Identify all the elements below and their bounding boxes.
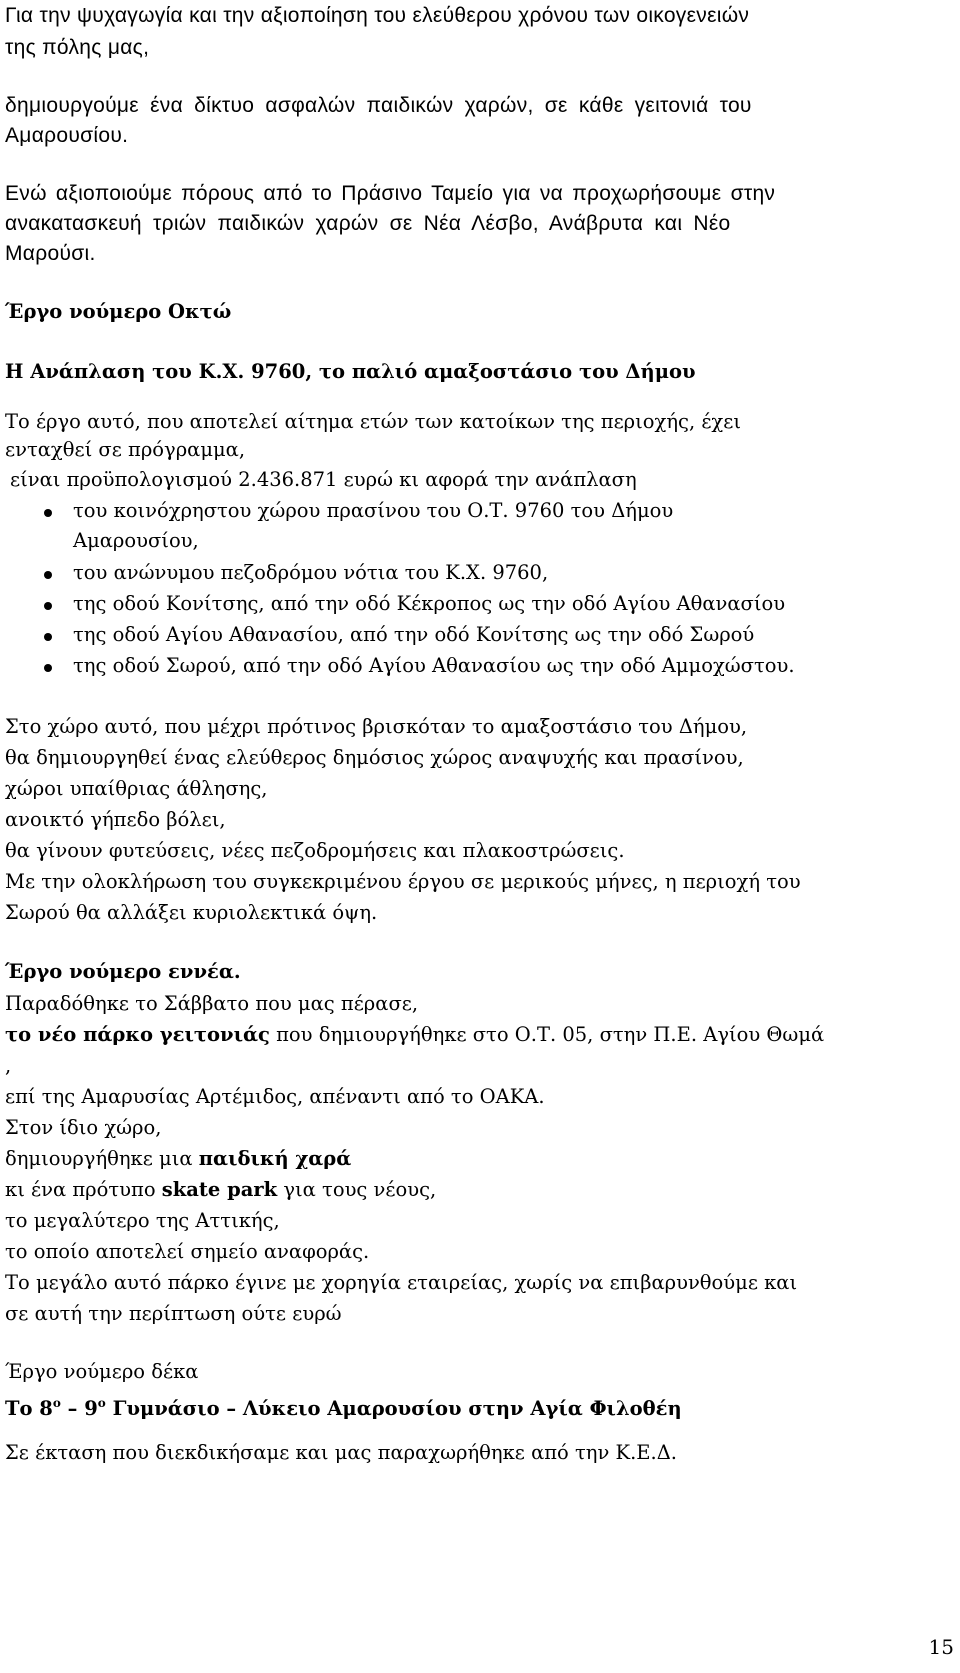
project9-line-11: σε αυτή την περίπτωση ούτε ευρώ [5, 1302, 342, 1325]
intro-line-1: Για την ψυχαγωγία και την αξιοποίηση του ελεύθερου χρόνου των οικογενειών [5, 4, 750, 27]
intro-line-2: της πόλης μας, [5, 36, 150, 59]
intro-line-4: Αμαρουσίου. [5, 124, 129, 147]
project10-title [5, 1389, 682, 1423]
project9-line-9: το οποίο αποτελεί σημείο αναφοράς. [5, 1240, 370, 1263]
line-text: δημιουργήθηκε μια [5, 1147, 199, 1170]
bullet-item: της οδού Σωρού, από την οδό Αγίου Αθανασίου ως την οδό Αμμοχώστου. [73, 654, 795, 677]
intro-line-7: Μαρούσι. [5, 242, 96, 265]
bullet-item: του κοινόχρηστου χώρου πρασίνου του Ο.Τ. 9760 του Δήμου [73, 499, 674, 522]
project9-line-2 [5, 1021, 824, 1049]
project8-text-1: Το έργο αυτό, που αποτελεί αίτημα ετών των κατοίκων της περιοχής, έχει [5, 410, 742, 433]
project10-line-1: Σε έκταση που διεκδικήσαμε και μας παραχωρήθηκε από την Κ.Ε.Δ. [5, 1441, 677, 1464]
intro-line-3: δημιουργούμε ένα δίκτυο ασφαλών παιδικών χαρών, σε κάθε γειτονιά του [5, 94, 752, 117]
project8-desc-3: χώροι υπαίθριας άθλησης, [5, 777, 268, 800]
ordinal-superscript: ο [97, 1396, 106, 1410]
project8-desc-5: θα γίνουν φυτεύσεις, νέες πεζοδρομήσεις και πλακοστρώσεις. [5, 839, 625, 862]
project8-subheading: Η Ανάπλαση του Κ.Χ. 9760, το παλιό αμαξοστάσιο του Δήμου [5, 360, 696, 383]
park-name: το νέο πάρκο γειτονιάς [5, 1023, 270, 1046]
project8-desc-6: Με την ολοκλήρωση του συγκεκριμένου έργου σε μερικούς μήνες, η περιοχή του [5, 870, 801, 893]
project8-text-2: ενταχθεί σε πρόγραμμα, [5, 438, 246, 461]
bullet-icon [44, 664, 52, 672]
project9-line-10: Το μεγάλο αυτό πάρκο έγινε με χορηγία εταιρείας, χωρίς να επιβαρυνθούμε και [5, 1271, 798, 1294]
project8-desc-1: Στο χώρο αυτό, που μέχρι πρότινος βρισκόταν το αμαξοστάσιο του Δήμου, [5, 715, 748, 738]
intro-line-6: ανακατασκευή τριών παιδικών χαρών σε Νέα Λέσβο, Ανάβρυτα και Νέο [5, 212, 731, 235]
ordinal-superscript: ο [52, 1396, 61, 1410]
project9-line-8: το μεγαλύτερο της Αττικής, [5, 1209, 280, 1232]
project10-heading: Έργο νούμερο δέκα [5, 1360, 199, 1383]
project8-desc-7: Σωρού θα αλλάξει κυριολεκτικά όψη. [5, 901, 378, 924]
bullet-icon [44, 633, 52, 641]
bullet-icon [44, 602, 52, 610]
skate-park-name: skate park [161, 1178, 278, 1201]
project9-line-1: Παραδόθηκε το Σάββατο που μας πέρασε, [5, 992, 419, 1015]
project9-line-4: επί της Αμαρυσίας Αρτέμιδος, απέναντι από το ΟΑΚΑ. [5, 1085, 545, 1108]
bullet-item: του ανώνυμου πεζοδρόμου νότια του Κ.Χ. 9760, [73, 561, 549, 584]
intro-line-5: Ενώ αξιοποιούμε πόρους από το Πράσινο Ταμείο για να προχωρήσουμε στην [5, 182, 776, 205]
project9-heading: Έργο νούμερο εννέα. [5, 960, 241, 983]
project9-line-5: Στον ίδιο χώρο, [5, 1116, 162, 1139]
bullet-icon [44, 509, 52, 517]
bullet-item-continuation: Αμαρουσίου, [73, 529, 199, 552]
project8-heading: Έργο νούμερο Οκτώ [5, 300, 232, 323]
project9-line-6 [5, 1145, 351, 1173]
title-part: – 9 [60, 1397, 98, 1420]
playground-name: παιδική χαρά [198, 1147, 352, 1170]
line-text: για τους νέους, [277, 1178, 437, 1201]
park-location: που δημιουργήθηκε στο Ο.Τ. 05, στην Π.Ε. Αγίου Θωμά [269, 1023, 825, 1046]
title-part: Το 8 [5, 1397, 53, 1420]
bullet-item: της οδού Αγίου Αθανασίου, από την οδό Κονίτσης ως την οδό Σωρού [73, 623, 755, 646]
project9-line-3: , [5, 1054, 12, 1077]
bullet-item: της οδού Κονίτσης, από την οδό Κέκροπος ως την οδό Αγίου Αθανασίου [73, 592, 786, 615]
line-text: κι ένα πρότυπο [5, 1178, 162, 1201]
page-number: 15 [928, 1635, 954, 1659]
title-part: Γυμνάσιο – Λύκειο Αμαρουσίου στην Αγία Φιλοθέη [105, 1397, 682, 1420]
project8-desc-2: θα δημιουργηθεί ένας ελεύθερος δημόσιος χώρος αναψυχής και πρασίνου, [5, 746, 744, 769]
project9-line-7 [5, 1176, 436, 1204]
project8-text-3: είναι προϋπολογισμού 2.436.871 ευρώ κι αφορά την ανάπλαση [10, 468, 637, 491]
project8-desc-4: ανοικτό γήπεδο βόλει, [5, 808, 226, 831]
bullet-icon [44, 571, 52, 579]
